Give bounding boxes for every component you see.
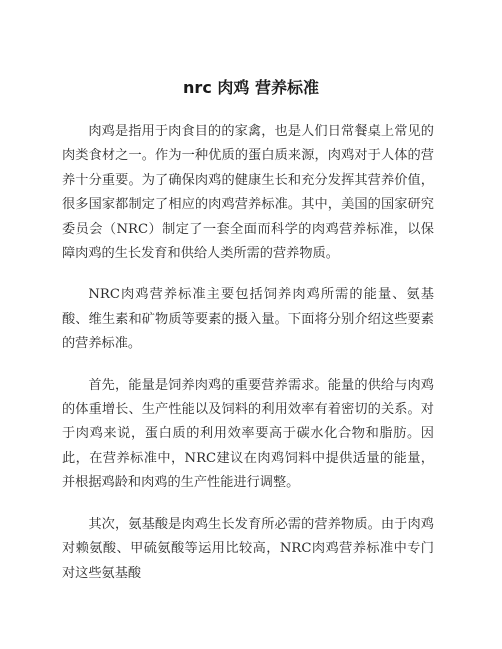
- paragraph-energy: 首先，能量是饲养肉鸡的重要营养需求。能量的供给与肉鸡的体重增长、生产性能以及饲料的利用效率有着密切的关系。对于肉鸡来说，蛋白质的利用效率要高于碳水化合物和脂肪。因此，在营养标准中，NRC建议在肉鸡饲料中提供适量的能量，并根据鸡龄和肉鸡的生产性能进行调整。: [62, 377, 434, 491]
- document-title: nrc 肉鸡 营养标准: [183, 78, 319, 97]
- paragraph-amino-acids: 其次，氨基酸是肉鸡生长发育所必需的营养物质。由于肉鸡对赖氨酸、甲硫氨酸等运用比较高，NRC肉鸡营养标准中专门对这些氨基酸: [62, 516, 434, 581]
- paragraph-overview: NRC肉鸡营养标准主要包括饲养肉鸡所需的能量、氨基酸、维生素和矿物质等要素的摄入量。下面将分别介绍这些要素的营养标准。: [62, 287, 434, 352]
- paragraph-intro: 肉鸡是指用于肉食目的的家禽，也是人们日常餐桌上常见的肉类食材之一。作为一种优质的蛋白质来源，肉鸡对于人体的营养十分重要。为了确保肉鸡的健康生长和充分发挥其营养价值，很多国家都制定了相应的肉鸡营养标准。其中，美国的国家研究委员会（NRC）制定了一套全面而科学的肉鸡营养标准，以保障肉鸡的生长发育和供给人类所需的营养物质。: [62, 124, 434, 262]
- document-body: [62, 120, 434, 603]
